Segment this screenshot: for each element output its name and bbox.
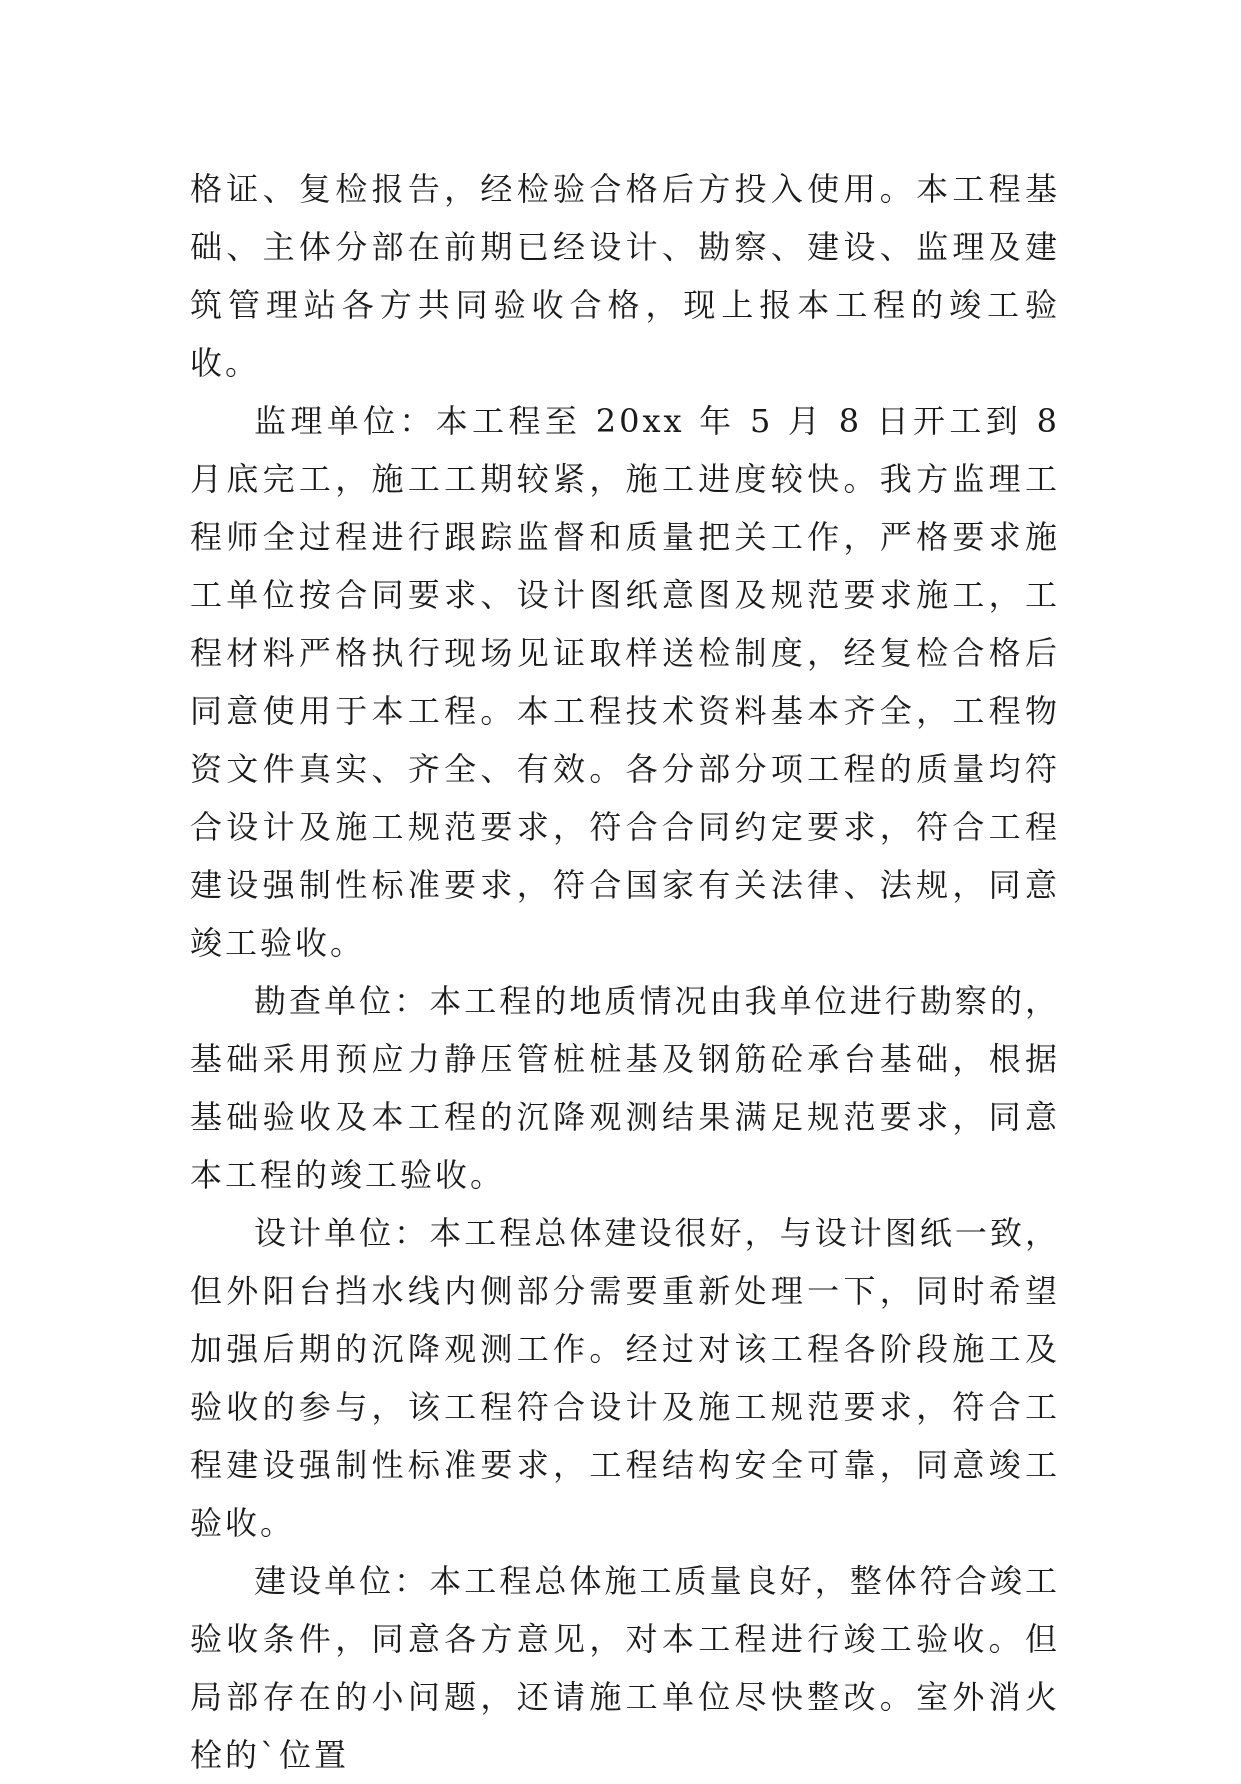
document-body [190, 160, 1060, 1784]
paragraph-construction-unit: 建设单位：本工程总体施工质量良好，整体符合竣工验收条件，同意各方意见，对本工程进行竣工验收。但局部存在的小问题，还请施工单位尽快整改。室外消火栓的`位置 [190, 1562, 1060, 1774]
paragraph-continuation: 格证、复检报告，经检验合格后方投入使用。本工程基础、主体分部在前期已经设计、勘察、建设、监理及建筑管理站各方共同验收合格，现上报本工程的竣工验收。 [190, 170, 1060, 382]
paragraph-survey-unit: 勘查单位：本工程的地质情况由我单位进行勘察的，基础采用预应力静压管桩桩基及钢筋砼承台基础，根据基础验收及本工程的沉降观测结果满足规范要求，同意本工程的竣工验收。 [190, 982, 1060, 1194]
paragraph-supervision-unit: 监理单位：本工程至 20xx 年 5 月 8 日开工到 8 月底完工，施工工期较紧，施工进度较快。我方监理工程师全过程进行跟踪监督和质量把关工作，严格要求施工单位按合同要求、设计图纸意图及规范要求施工，工程材料严格执行现场见证取样送检制度，经复检合格后同意使用于本工程。本工程技术资料基本齐全，工程物资文件真实、齐全、有效。各分部分项工程的质量均符合设计及施工规范要求，符合合同约定要求，符合工程建设强制性标准要求，符合国家有关法律、法规，同意竣工验收。 [190, 402, 1060, 962]
paragraph-design-unit: 设计单位：本工程总体建设很好，与设计图纸一致，但外阳台挡水线内侧部分需要重新处理一下，同时希望加强后期的沉降观测工作。经过对该工程各阶段施工及验收的参与，该工程符合设计及施工规范要求，符合工程建设强制性标准要求，工程结构安全可靠，同意竣工验收。 [190, 1214, 1060, 1542]
